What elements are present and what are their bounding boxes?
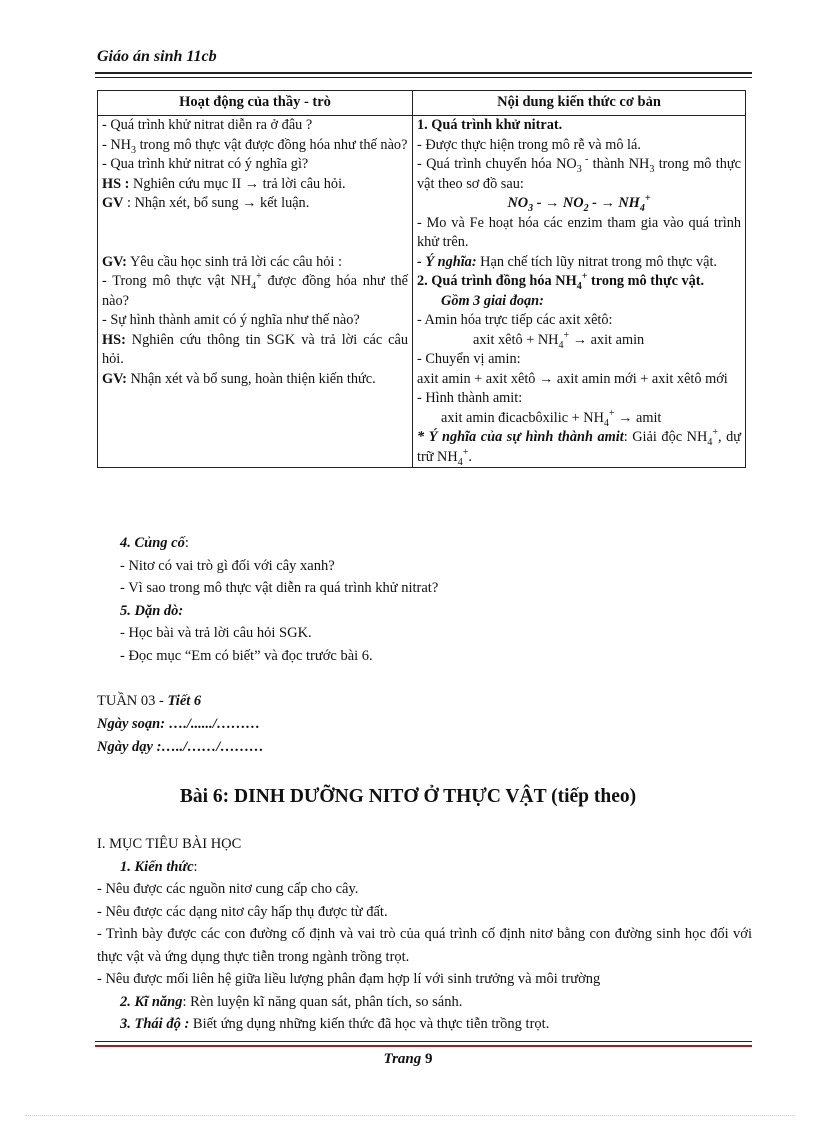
document-header-title: Giáo án sinh 11cb xyxy=(97,48,217,65)
objectives-section xyxy=(97,833,752,1036)
teaching-date: Ngày dạy :…../……/……… xyxy=(97,739,264,755)
week-info xyxy=(97,690,264,759)
homework-heading: 5. Dặn dò: xyxy=(120,602,184,619)
gv-instruction-1: GV : Nhận xét, bổ sung → kết luận. xyxy=(102,195,310,211)
question-2: - $NH_3$ trong mô thực vật được đồng hóa như thế nào? xyxy=(102,136,408,156)
section-heading-ammonium-assimilation: 2. Quá trình đồng hóa $NH_4^+$ trong mô thực vật. xyxy=(417,271,705,292)
column-header-activities: Hoạt động của thầy - trò xyxy=(98,91,413,116)
knowledge-heading: 1. Kiến thức: xyxy=(120,858,198,875)
consolidation-heading: 4. Củng cố: xyxy=(120,535,189,551)
stage-3: - Hình thành amit: xyxy=(417,390,523,406)
gv-instruction-2: GV: Yêu cầu học sinh trả lời các câu hỏi : xyxy=(102,253,342,270)
page-edge-dotted-line xyxy=(25,1115,795,1116)
footer-rule-thin xyxy=(95,1041,752,1042)
significance-line: - Ý nghĩa: Hạn chế tích lũy nitrat trong mô thực vật. xyxy=(417,253,717,270)
consolidation-section xyxy=(120,532,750,667)
three-stages-label: Gồm 3 giai đoạn: xyxy=(441,292,544,309)
question-3: - Qua trình khử nitrat có ý nghĩa gì? xyxy=(102,156,309,172)
footer-rule-thick xyxy=(95,1045,752,1047)
header-rule-thin xyxy=(95,77,752,78)
objectives-heading: I. MỤC TIÊU BÀI HỌC xyxy=(97,836,242,852)
list-item: - Nêu được các nguồn nitơ cung cấp cho cây. xyxy=(97,881,359,897)
list-item: - Học bài và trả lời câu hỏi SGK. xyxy=(120,625,312,641)
teacher-student-activities-cell xyxy=(98,116,413,468)
hs-instruction-2: HS: Nghiên cứu thông tin SGK và trả lời các câu hỏi. xyxy=(102,331,408,367)
stage-1: - Amin hóa trực tiếp các axit xêtô: xyxy=(417,312,613,328)
column-header-content: Nội dung kiến thức cơ bản xyxy=(413,91,746,116)
stage-1-equation: axit xêtô + $NH_4^+$ → axit amin xyxy=(473,329,645,351)
stage-2: - Chuyển vị amin: xyxy=(417,351,521,367)
stage-3-equation: axit amin đicacbôxilic + $NH_4^+$ → amit xyxy=(441,407,662,429)
week-line: TUẦN 03 - Tiết 6 xyxy=(97,693,202,709)
header-rule-thick xyxy=(95,72,752,74)
attitude-line: 3. Thái độ : Biết ứng dụng những kiến thức đã học và thực tiễn trồng trọt. xyxy=(120,1016,550,1032)
list-item: - Nêu được mối liên hệ giữa liều lượng phân đạm hợp lí với sinh trưởng và môi trường xyxy=(97,971,601,987)
hs-instruction-1: HS : Nghiên cứu mục II → trả lời câu hỏi. xyxy=(102,175,346,192)
nitrate-reduction-equation: $NO_3$ - → $NO_2$ - → $NH_4^+$ xyxy=(507,193,651,214)
lesson-title: Bài 6: DINH DƯỠNG NITƠ Ở THỰC VẬT (tiếp theo) xyxy=(179,786,637,807)
question-4: - Trong mô thực vật $NH_4^+$ được đồng hóa như thế nào? xyxy=(102,271,408,309)
question-1: - Quá trình khử nitrat diễn ra ở đâu ? xyxy=(102,117,313,133)
list-item: - Nêu được các dạng nitơ cây hấp thụ được từ đất. xyxy=(97,903,388,920)
content-line: - Quá trình chuyển hóa $NO_3$ - thành $NH_3$ trong mô thực vật theo sơ đồ sau: xyxy=(417,154,741,192)
page-number: Trang 9 xyxy=(383,1051,433,1067)
list-item: - Vì sao trong mô thực vật diễn ra quá trình khử nitrat? xyxy=(120,580,439,596)
amit-significance: * Ý nghĩa của sự hình thành amit: Giải độc $NH_4^+$, dự trữ $NH_4^+$. xyxy=(417,427,742,468)
question-5: - Sự hình thành amit có ý nghĩa như thế nào? xyxy=(102,312,360,328)
lesson-activity-table xyxy=(97,90,746,468)
section-heading-nitrate-reduction: 1. Quá trình khử nitrat. xyxy=(417,117,563,133)
content-line: - Mo và Fe hoạt hóa các enzim tham gia vào quá trình khử trên. xyxy=(417,214,741,250)
list-item: - Nitơ có vai trò gì đối với cây xanh? xyxy=(120,557,335,574)
list-item: - Đọc mục “Em có biết” và đọc trước bài 6. xyxy=(120,647,373,664)
list-item: - Trình bày được các con đường cố định và vai trò của quá trình cố định nitơ bằng con đường sinh học đối với thực vật và ứng dụng thực tiễn trong ngành trồng trọt. xyxy=(97,926,752,965)
core-knowledge-cell xyxy=(413,116,746,468)
stage-2-equation: axit amin + axit xêtô → axit amin mới + axit xêtô mới xyxy=(417,370,728,387)
skills-line: 2. Kĩ năng: Rèn luyện kĩ năng quan sát, phân tích, so sánh. xyxy=(120,993,463,1010)
content-line: - Được thực hiện trong mô rễ và mô lá. xyxy=(417,136,641,153)
preparation-date: Ngày soạn: …./....../……… xyxy=(97,716,261,732)
gv-instruction-3: GV: Nhận xét và bổ sung, hoàn thiện kiến thức. xyxy=(102,370,376,387)
